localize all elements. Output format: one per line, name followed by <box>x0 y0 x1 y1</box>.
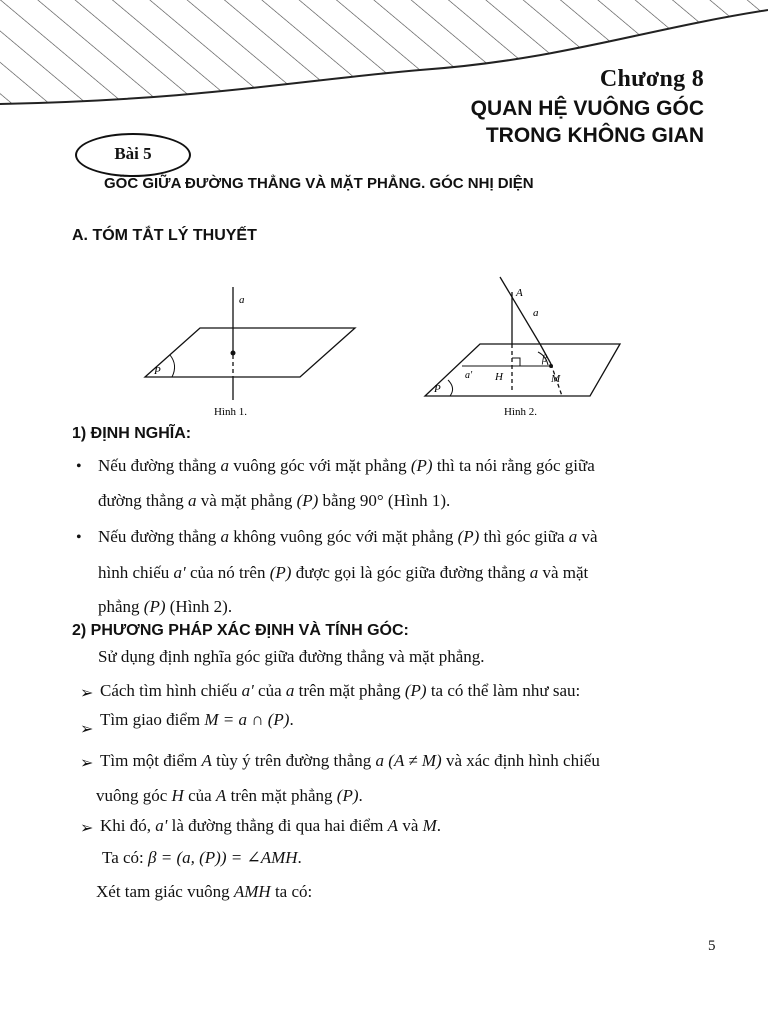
chapter-label: Chương 8 <box>599 66 704 92</box>
fig2-label-beta: β <box>542 354 547 365</box>
fig2-label-M: M <box>551 373 561 385</box>
step-3-line-2: vuông góc H của A trên mặt phẳng (P). <box>96 786 363 805</box>
fig2-label-a: a <box>533 307 539 319</box>
ta-co-line: Ta có: β = (a, (P)) = ∠AMH. <box>102 848 302 867</box>
section-1-heading: 1) ĐỊNH NGHĨA: <box>72 425 192 442</box>
section-2-heading: 2) PHƯƠNG PHÁP XÁC ĐỊNH VÀ TÍNH GÓC: <box>72 622 409 639</box>
fig1-caption: Hình 1. <box>214 406 247 418</box>
step-3-line-1: Tìm một điểm A tùy ý trên đường thẳng a (A ≠ M) và xác định hình chiếu <box>100 751 600 770</box>
lesson-badge: Bài 5 <box>75 133 191 177</box>
step-1: Cách tìm hình chiếu a' của a trên mặt phẳng (P) ta có thể làm như sau: <box>100 681 581 700</box>
arrow-bullet-icon: ➢ <box>80 820 94 837</box>
fig2-label-P: P <box>434 383 441 395</box>
method-intro: Sử dụng định nghĩa góc giữa đường thẳng và mặt phẳng. <box>98 647 485 666</box>
fig1-label-a: a <box>239 294 245 306</box>
chapter-title-line1: QUAN HỆ VUÔNG GÓC <box>470 97 704 120</box>
section-a-heading: A. TÓM TẮT LÝ THUYẾT <box>72 227 257 244</box>
arrow-bullet-icon: ➢ <box>80 685 94 702</box>
arrow-bullet-icon: ➢ <box>80 721 94 738</box>
definition-1-line-2: đường thẳng a và mặt phẳng (P) bằng 90° (Hình 1). <box>98 491 451 510</box>
bullet-dot: • <box>76 458 82 475</box>
xet-tam-giac-line: Xét tam giác vuông AMH ta có: <box>96 882 313 901</box>
figure-1-perpendicular-line <box>140 275 370 425</box>
definition-1-line-1: Nếu đường thẳng a vuông góc với mặt phẳng (P) thì ta nói rằng góc giữa <box>98 456 595 475</box>
fig2-label-aprime: a' <box>465 370 473 381</box>
step-2: Tìm giao điểm M = a ∩ (P). <box>100 710 294 729</box>
step-4: Khi đó, a' là đường thẳng đi qua hai điểm A và M. <box>100 816 442 835</box>
bullet-dot: • <box>76 529 82 546</box>
page-number: 5 <box>708 938 716 954</box>
figure-2-oblique-line <box>420 272 630 422</box>
fig2-caption: Hình 2. <box>504 406 537 418</box>
definition-2-line-2: hình chiếu a' của nó trên (P) được gọi là góc giữa đường thẳng a và mặt <box>98 563 589 582</box>
arrow-bullet-icon: ➢ <box>80 755 94 772</box>
fig2-label-A: A <box>516 287 523 299</box>
fig2-label-H: H <box>495 371 503 383</box>
definition-2-line-1: Nếu đường thẳng a không vuông góc với mặt phẳng (P) thì góc giữa a và <box>98 527 598 546</box>
chapter-title-line2: TRONG KHÔNG GIAN <box>485 124 704 147</box>
definition-2-line-3: phẳng (P) (Hình 2). <box>98 597 233 616</box>
fig1-label-P: P <box>154 365 161 377</box>
lesson-title: GÓC GIỮA ĐƯỜNG THẲNG VÀ MẶT PHẲNG. GÓC NHỊ DIỆN <box>104 175 534 192</box>
